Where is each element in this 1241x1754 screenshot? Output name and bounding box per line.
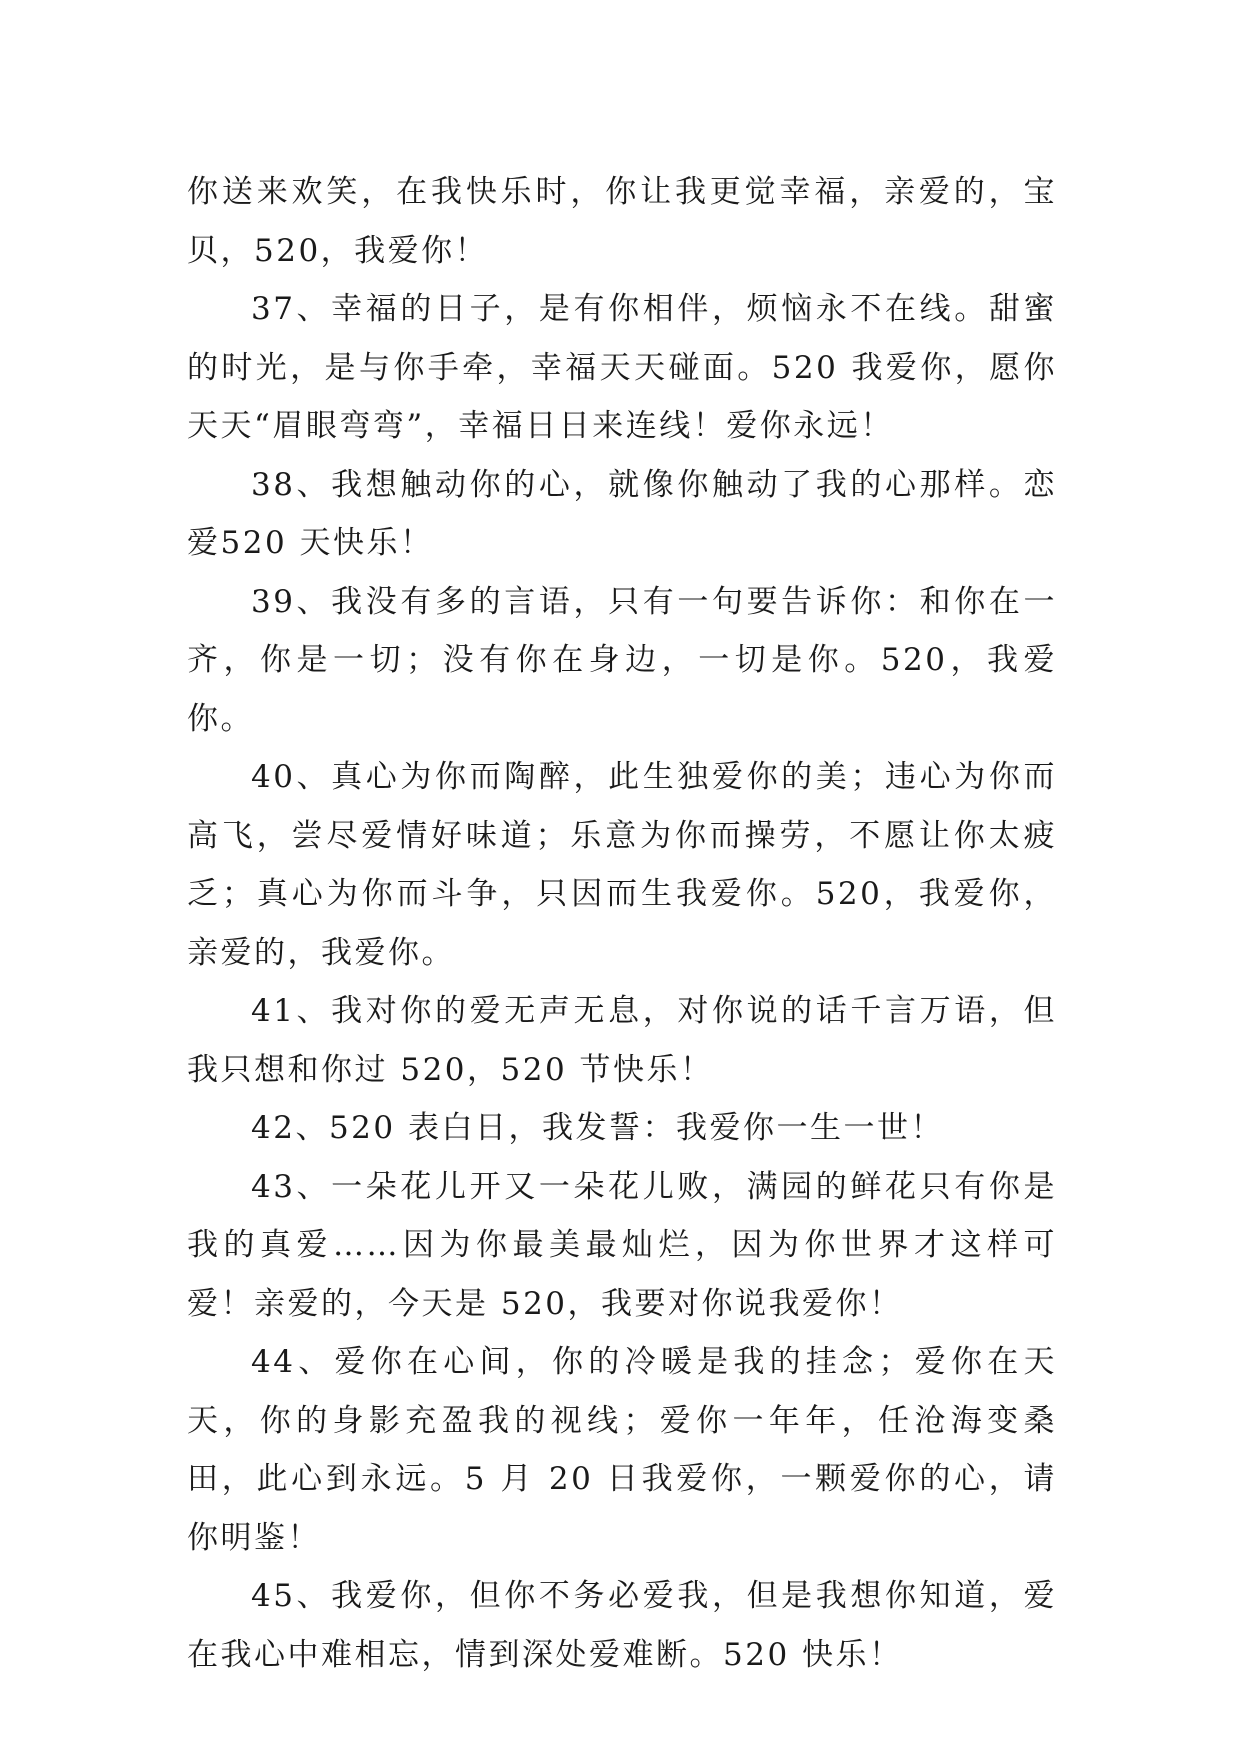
- paragraph-39: 39、我没有多的言语，只有一句要告诉你：和你在一齐，你是一切；没有你在身边，一切是你。520，我爱你。: [187, 583, 1057, 737]
- paragraph-41: 41、我对你的爱无声无息，对你说的话千言万语，但我只想和你过 520，520 节快乐！: [187, 993, 1057, 1088]
- paragraph-38: 38、我想触动你的心，就像你触动了我的心那样。恋爱520 天快乐！: [187, 466, 1057, 561]
- paragraph-42: 42、520 表白日，我发誓：我爱你一生一世！: [251, 1110, 944, 1146]
- paragraph-45: 45、我爱你，但你不务必爱我，但是我想你知道，爱在我心中难相忘，情到深处爱难断。520 快乐！: [187, 1578, 1057, 1673]
- paragraph-37: 37、幸福的日子，是有你相伴，烦恼永不在线。甜蜜的时光，是与你手牵，幸福天天碰面。520 我爱你，愿你天天“眉眼弯弯”，幸福日日来连线！爱你永远！: [187, 291, 1057, 444]
- paragraph-36-continuation: 你送来欢笑，在我快乐时，你让我更觉幸福，亲爱的，宝贝，520，我爱你！: [187, 174, 1057, 269]
- paragraph-40: 40、真心为你而陶醉，此生独爱你的美；违心为你而高飞，尝尽爱情好味道；乐意为你而操劳，不愿让你太疲乏；真心为你而斗争，只因而生我爱你。520，我爱你，亲爱的，我爱你。: [187, 759, 1057, 971]
- paragraph-44: 44、爱你在心间，你的冷暖是我的挂念；爱你在天天，你的身影充盈我的视线；爱你一年年，任沧海变桑田，此心到永远。5 月 20 日我爱你，一颗爱你的心，请你明鉴！: [187, 1344, 1057, 1556]
- document-body: [187, 163, 1057, 1684]
- paragraph-43: 43、一朵花儿开又一朵花儿败，满园的鲜花只有你是我的真爱……因为你最美最灿烂，因为你世界才这样可爱！亲爱的，今天是 520，我要对你说我爱你！: [187, 1168, 1057, 1322]
